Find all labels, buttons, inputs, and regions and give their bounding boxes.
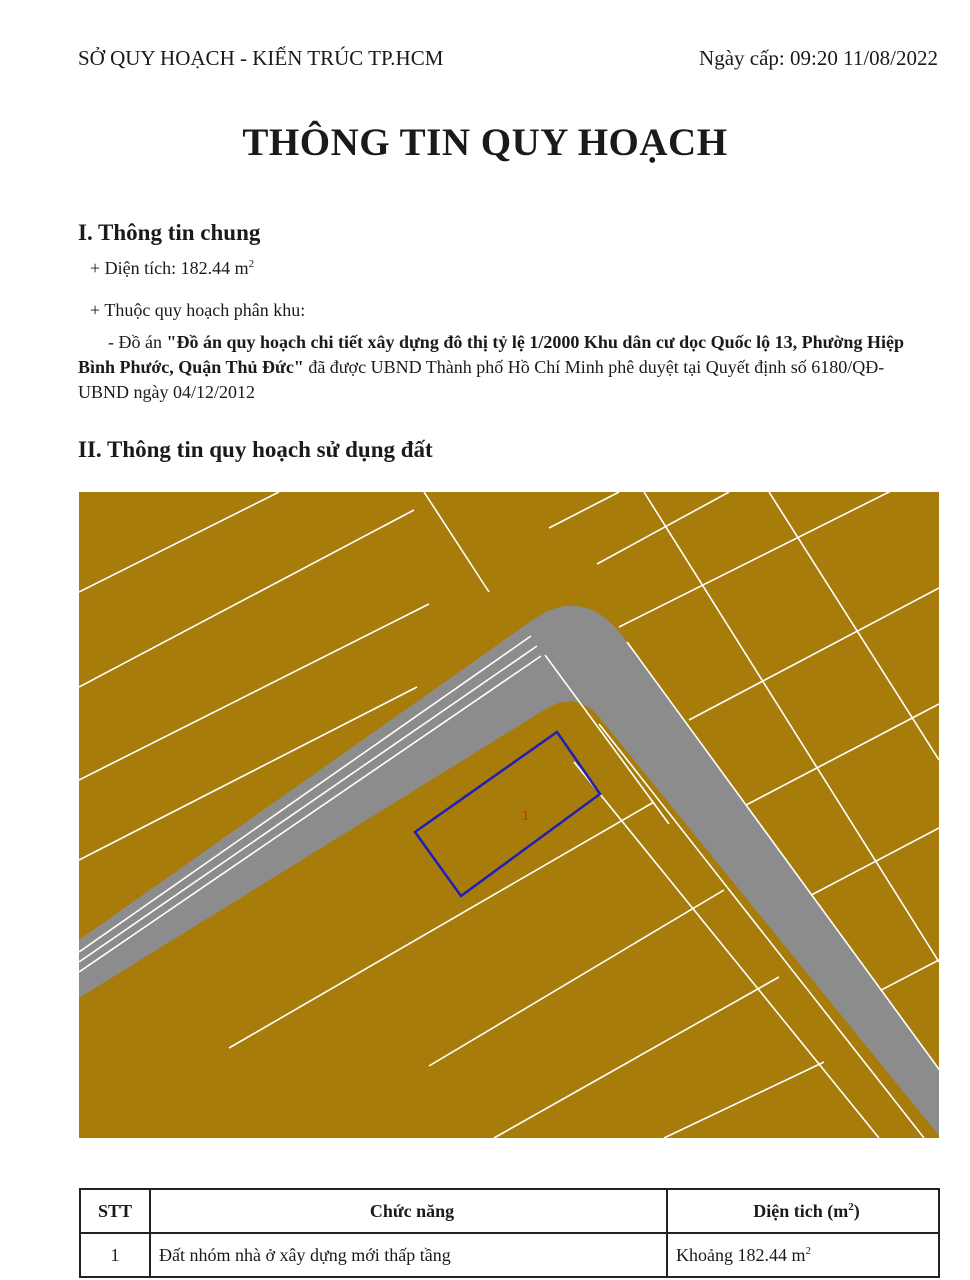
project-suffix: đã được UBND Thành phố Hồ Chí Minh phê duyệt tại Quyết định số 6180/QĐ-UBND ngày 04/12/2012 [78, 357, 885, 402]
table-header-row [80, 1189, 939, 1233]
landuse-table [79, 1188, 940, 1278]
header-area-close: ) [853, 1200, 860, 1221]
land-area [79, 492, 939, 1138]
issue-date [699, 46, 938, 71]
header-function: Chức năng [150, 1189, 667, 1233]
section-landuse-heading: II. Thông tin quy hoạch sử dụng đất [78, 437, 433, 462]
row-function: Đất nhóm nhà ở xây dựng mới thấp tầng [150, 1233, 667, 1277]
landuse-map [79, 492, 939, 1138]
header-stt: STT [80, 1189, 150, 1233]
area-value: 182.44 m [180, 258, 249, 278]
table-row [80, 1233, 939, 1277]
issue-date-value: 09:20 11/08/2022 [790, 46, 938, 70]
issue-date-label: Ngày cấp: [699, 46, 785, 70]
area-label: + Diện tích: [90, 258, 177, 278]
header-area [667, 1189, 939, 1233]
area-line [90, 258, 254, 279]
header-area-sup: 2 [848, 1200, 854, 1213]
row-area-value: Khoảng 182.44 m [676, 1244, 806, 1265]
zoning-line: + Thuộc quy hoạch phân khu: [90, 300, 306, 320]
area-unit-sup: 2 [248, 258, 255, 270]
project-name: "Đồ án quy hoạch chi tiết xây dựng đô thị tỷ lệ 1/2000 Khu dân cư dọc Quốc lộ 13, Phường Hiệp Bình Phước, Quận Thủ Đức" [78, 332, 904, 377]
section-general-heading: I. Thông tin chung [78, 220, 261, 245]
project-prefix: - Đồ án [108, 332, 167, 352]
header-area-label: Diện tich (m [753, 1200, 849, 1221]
row-stt: 1 [80, 1233, 150, 1277]
project-paragraph [78, 330, 908, 405]
parcel-label: 1 [522, 809, 529, 824]
row-area-sup: 2 [805, 1244, 811, 1257]
page-title: THÔNG TIN QUY HOẠCH [242, 121, 728, 164]
row-area [667, 1233, 939, 1277]
agency-name: SỞ QUY HOẠCH - KIẾN TRÚC TP.HCM [78, 46, 444, 70]
landuse-map-svg [79, 492, 939, 1138]
